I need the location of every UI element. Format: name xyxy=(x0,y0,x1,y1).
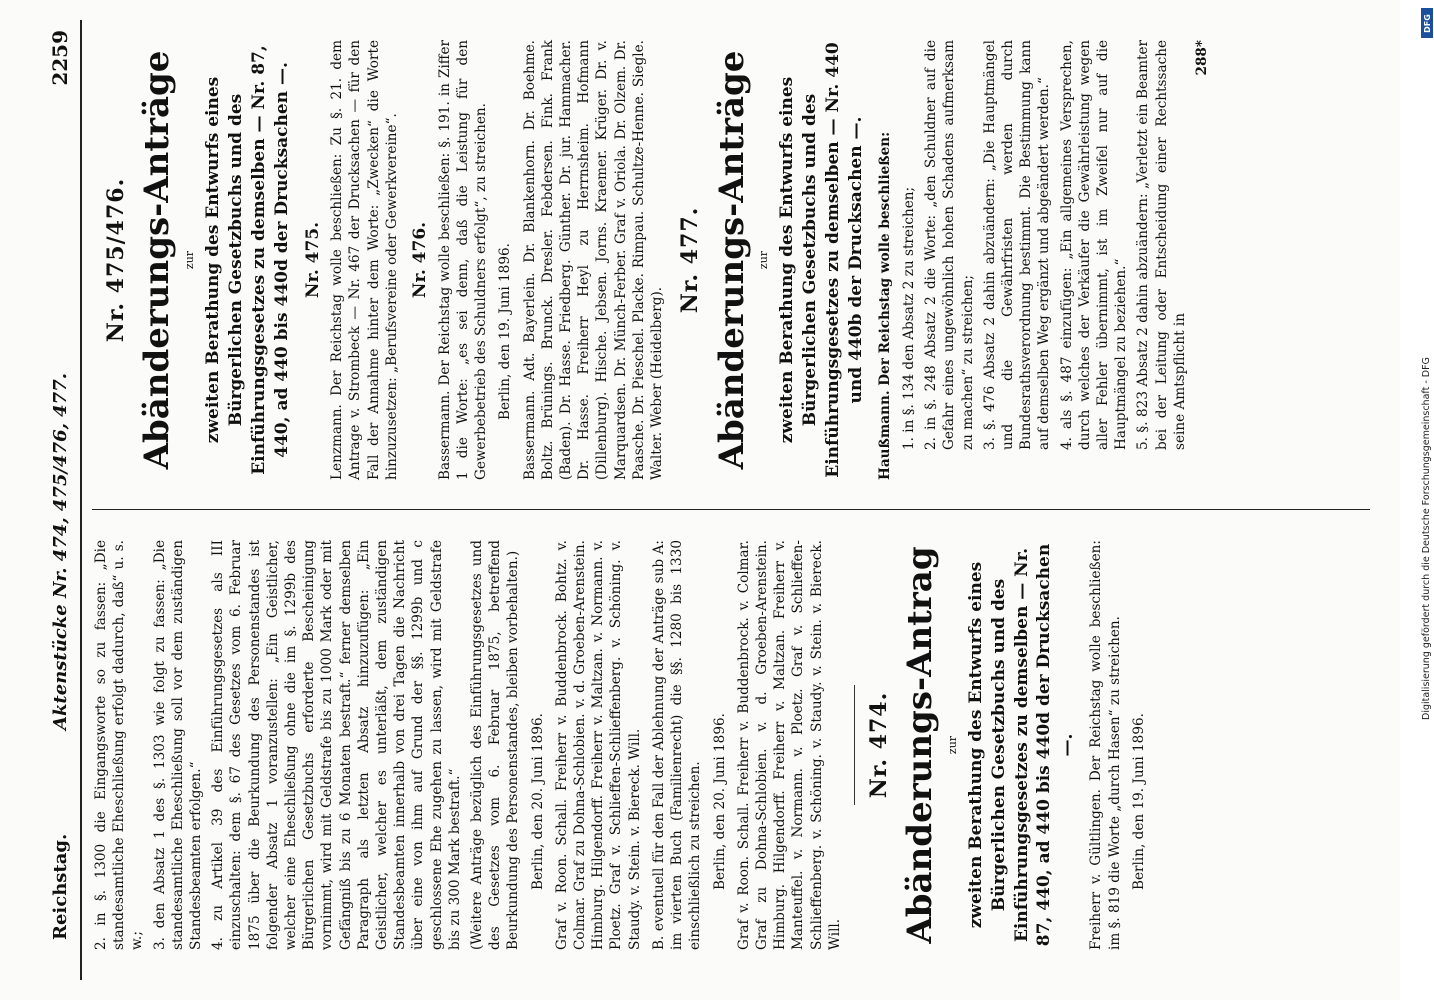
dfg-logo-text: DFG xyxy=(1422,13,1432,33)
list-item: 3. den Absatz 1 des §. 1303 wie folgt zu fassen: „Die standesamtliche Eheschließung soll vor dem zuständigen Standesbeamten erfolgen.“ xyxy=(151,540,205,950)
date-line: Berlin, den 20. Juni 1896. xyxy=(529,713,546,890)
list-item: 4. zu Artikel 39 des Einführungsgesetzes als III einzuschalten: dem §. 67 des Gesetzes vom 6. Februar 1875 über die Beurkundung des Personenstandes ist folgender Absatz 1 voranzustellen: „Ein Geistlicher, welcher eine Eheschließung ohne die im §. 1299b des Bürgerlichen Gesetzbuchs erforderte Bescheinigung vornimmt, wird mit Geldstrafe bis zu 1000 Mark oder mit Gefängniß bis zu 6 Monaten bestraft.“ ferner demselben Paragraph als letzten Absatz hinzuzufügen: „Ein Geistlicher, welcher es unterläßt, dem zuständigen Standesbeamten innerhalb von drei Tagen die Nachricht über eine von ihm auf Grund der §§. 1299b und c geschlossene Ehe zugehen zu lassen, wird mit Geldstrafe bis zu 300 Mark bestraft.“ xyxy=(210,540,463,950)
date-line: Berlin, den 19. Juni 1896. xyxy=(1130,713,1147,890)
rotated-page xyxy=(20,20,1390,980)
document-title: Abänderungs-Anträge xyxy=(137,50,178,470)
signatories: Graf v. Roon. Schall. Freiherr v. Buddenbrock. Bohtz. v. Colmar. Graf zu Dohna-Schlobien. v. d. Groeben-Arenstein. Himburg. Hilgendorff. Freiherr v. Maltzan. v. Normann. v. Ploetz. Graf v. Schlieffen-Schlieffenberg. v. Schöning. v. Staudy. v. Stein. v. Biereck. Will. xyxy=(553,540,643,950)
left-column xyxy=(92,540,1370,950)
header-left: Reichstag. xyxy=(49,833,71,940)
title-connector: zur xyxy=(757,250,771,270)
list-item: (Weitere Anträge bezüglich des Einführungsgesetzes und des Gesetzes vom 6. Februar 1875, betreffend Beurkundung des Personenstandes, bleiben vorbehalten.) xyxy=(469,540,522,950)
document-title: Abänderungs-Anträge xyxy=(711,50,752,470)
page-header xyxy=(40,20,82,980)
list-item: 1. in §. 134 den Absatz 2 zu streichen; xyxy=(900,186,917,450)
document-subtitle: zweiten Berathung des Entwurfs eines Bürgerlichen Gesetzbuchs und des Einführungsgesetzes zu demselben — Nr. 87, 440, ad 440 bis 440d der Drucksachen —. xyxy=(202,45,292,475)
document-subtitle: zweiten Berathung des Entwurfs eines Bürgerlichen Gesetzbuchs und des Einführungsgesetzes zu demselben — Nr. 440 und 440b der Drucksachen —. xyxy=(777,42,866,478)
list-item: 2. in §. 1300 die Eingangsworte so zu fassen: „Die standesamtliche Eheschließung erfolgt dadurch, daß“ u. s. w.; xyxy=(93,540,146,950)
list-item: 4. als §. 487 einzufügen: „Ein allgemeines Versprechen, durch welches der Verkäufer die Gewährleistung wegen aller Fehler übernimmt, ist im Zweifel nur auf die Hauptmängel zu beziehen.“ xyxy=(1058,40,1130,450)
document-number: Nr. 475/476. xyxy=(103,177,129,343)
header-title: Aktenstücke Nr. 474, 475/476, 477. xyxy=(49,373,71,730)
document-title: Abänderungs-Antrag xyxy=(900,546,941,944)
signatories: Bassermann. Adt. Bayerlein. Dr. Blankenhorn. Dr. Boehme. Boltz. Brünings. Brunck. Dresler. Febdersen. Fink. Frank (Baden). Dr. Hasse. Friedberg. Günther. Dr. jur. Hammacher. Dr. Hasse. Freiherr Heyl zu Herrnsheim. Hofmann (Dillenburg). Hische. Jebsen. Jorns. Kraemer. Krüger. Dr. v. Marquardsen. Dr. Münch-Ferber. Graf v. Oriola. Dr. Olzem. Dr. Paasche. Dr. Pieschel. Placke. Rimpau. Schultze-Henne. Siegle. Walter. Weber (Heidelberg). xyxy=(521,40,666,480)
date-line: Berlin, den 19. Juni 1896. xyxy=(497,243,514,420)
signatories: Graf v. Roon. Schall. Freiherr v. Buddenbrock. v. Colmar. Graf zu Dohna-Schlobien. v. d. Groeben-Arenstein. Himburg. Hilgendorff. Freiherr v. Maltzan. Freiherr v. Manteuffel. v. Normann. v. Ploetz. Graf v. Schlieffen-Schlieffenberg. v. Schöning. v. Staudy. v. Stein. v. Biereck. Will. xyxy=(735,540,843,950)
eventual-motion: B. eventuell für den Fall der Ablehnung der Anträge sub A: im vierten Buch (Familienrecht) die §§. 1280 bis 1330 einschließlich zu streichen. xyxy=(650,540,704,950)
page-number: 2259 xyxy=(48,30,72,86)
title-connector: zur xyxy=(183,250,197,270)
list-item: 2. in §. 248 Absatz 2 die Worte: „den Schuldner auf die Gefahr eines ungewöhnlich hohen Schadens aufmerksam zu machen“ zu streichen; xyxy=(923,40,976,450)
motion-intro: Haußmann. Der Reichstag wolle beschließen: xyxy=(876,131,893,480)
right-column xyxy=(92,40,1370,480)
divider-rule xyxy=(854,685,855,805)
date-line: Berlin, den 20. Juni 1896. xyxy=(711,713,728,890)
dfg-logo xyxy=(1421,8,1433,38)
motion-text: Bassermann. Der Reichstag wolle beschließen: §. 191. in Ziffer 1 die Worte: „es sei denn, daß die Leistung für den Gewerbebetrieb des Schuldners erfolgt“, zu streichen. xyxy=(436,40,490,480)
motion-number: Nr. 475. xyxy=(302,221,323,299)
document-number: Nr. 477. xyxy=(677,206,704,314)
title-connector: zur xyxy=(945,735,959,755)
document-number: Nr. 474. xyxy=(865,691,892,799)
list-item: 5. §. 823 Absatz 2 dahin abzuändern: „Verletzt ein Beamter bei der Leitung oder Entscheidung einer Rechtssache seine Amtspflicht in xyxy=(1135,40,1188,450)
motion-text: Lenzmann. Der Reichstag wolle beschließen: Zu §. 21. dem Antrage v. Strombeck — Nr. 467 der Drucksachen — für den Fall der Annahme hinter dem Worte: „Zwecken“ die Worte hinzuzusetzen: „Berufsvereine oder Gewerkvereine“. xyxy=(329,40,400,480)
digitization-note-text: Digitalisierung gefördert durch die Deutsche Forschungsgemeinschaft - DFG xyxy=(1421,357,1432,720)
list-item: 3. §. 476 Absatz 2 dahin abzuändern: „Die Hauptmängel und die Gewährfristen werden durch Bundesrathsverordnung bestimmt. Die Bestimmung kann auf demselben Weg ergänzt und abgeändert werden.“ xyxy=(981,40,1053,450)
signature-mark: 288* xyxy=(1194,40,1211,76)
document-subtitle: zweiten Berathung des Entwurfs eines Bürgerlichen Gesetzbuchs und des Einführungsgesetzes zu demselben — Nr. 87, 440, ad 440 bis 440d der Drucksachen —. xyxy=(965,543,1078,947)
motion-number: Nr. 476. xyxy=(410,221,431,299)
motion-text: Freiherr v. Gültlingen. Der Reichstag wolle beschließen: im §. 819 die Worte „durch Hasen“ zu streichen. xyxy=(1088,540,1123,950)
column-divider xyxy=(92,509,1370,510)
